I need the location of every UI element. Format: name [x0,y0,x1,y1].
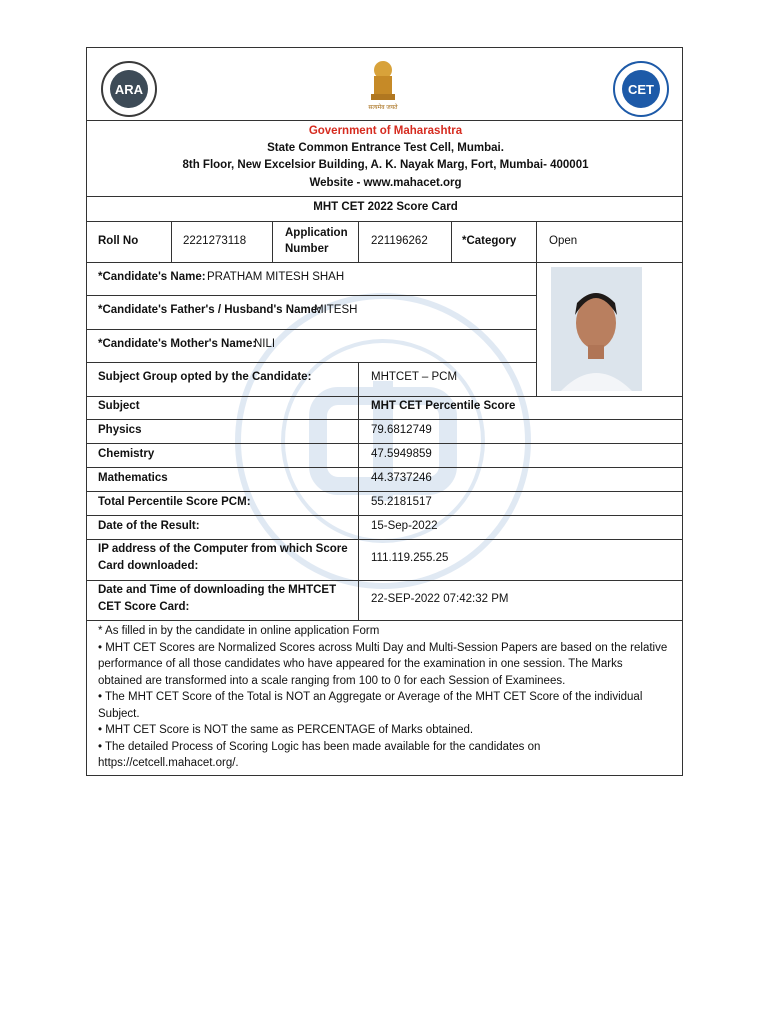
candidate-name-label: *Candidate's Name: [98,271,206,283]
table-row-score: 15-Sep-2022 [371,520,438,532]
table-row-subject: Mathematics [98,472,168,484]
score-card [86,47,683,776]
svg-text:ARA: ARA [114,82,144,97]
score-header: MHT CET Percentile Score [371,400,516,412]
website-line: Website - www.mahacet.org [309,177,462,189]
org-line: Government of Maharashtra [308,125,463,137]
note-item: • MHT CET Scores are Normalized Scores across Multi Day and Multi-Session Papers are based on the relative performance of all those candidates who have appeared for the examination in one session. The Marks obtained are transformed into a scale ranging from 100 to 0 for each Session of Examinees. [98,641,668,687]
svg-text:CET: CET [628,82,654,97]
mother-name-label: *Candidate's Mother's Name: [98,338,257,350]
note-item: • The detailed Process of Scoring Logic has been made available for the candidates on https://cetcell.mahacet.org/. [98,740,541,769]
note-item: • MHT CET Score is NOT the same as PERCENTAGE of Marks obtained. [98,724,474,736]
subject-group-value: MHTCET – PCM [371,371,458,383]
address-line: 8th Floor, New Excelsior Building, A. K. Nayak Marg, Fort, Mumbai- 400001 [182,159,589,171]
ip-label-2: Card downloaded: [98,560,199,572]
table-row-score: 55.2181517 [371,496,432,508]
candidate-photo-icon [551,267,642,391]
table-row-subject: Chemistry [98,448,155,460]
ip-value: 111.119.255.25 [371,552,449,564]
application-label-2: Number [285,243,329,255]
application-value: 221196262 [371,235,428,247]
download-value: 22-SEP-2022 07:42:32 PM [371,593,509,605]
father-name-label: *Candidate's Father's / Husband's Name: [98,304,321,316]
ara-logo-icon [100,60,158,118]
notes-section [98,623,668,772]
cell-line: State Common Entrance Test Cell, Mumbai. [267,142,504,154]
application-label-1: Application [285,227,348,239]
subject-header: Subject [98,400,140,412]
note-item: • The MHT CET Score of the Total is NOT an Aggregate or Average of the MHT CET Score of the individual Subject. [98,691,643,720]
roll-value: 2221273118 [183,235,247,247]
emblem-caption: सत्यमेव जयते [368,105,398,111]
table-row-subject: Total Percentile Score PCM: [98,496,251,508]
category-label: *Category [462,235,517,247]
candidate-name-value: PRATHAM MITESH SHAH [207,271,345,283]
card-title: MHT CET 2022 Score Card [313,201,458,213]
table-row-subject: Physics [98,424,142,436]
roll-label: Roll No [98,235,139,247]
note-item: * As filled in by the candidate in online application Form [98,625,380,637]
table-row-score: 79.6812749 [371,424,432,436]
father-name-value: MITESH [314,304,358,316]
table-row-subject: Date of the Result: [98,520,200,532]
category-value: Open [549,235,578,247]
mother-name-value: NILI [254,338,276,350]
download-label-1: Date and Time of downloading the MHTCET [98,584,337,596]
table-row-score: 47.5949859 [371,448,432,460]
subject-group-label: Subject Group opted by the Candidate: [98,371,312,383]
ip-label-1: IP address of the Computer from which Score [98,543,348,555]
candidate-photo [551,267,642,391]
download-label-2: CET Score Card: [98,601,190,613]
cet-logo-icon [612,60,670,118]
table-row-score: 44.3737246 [371,472,432,484]
